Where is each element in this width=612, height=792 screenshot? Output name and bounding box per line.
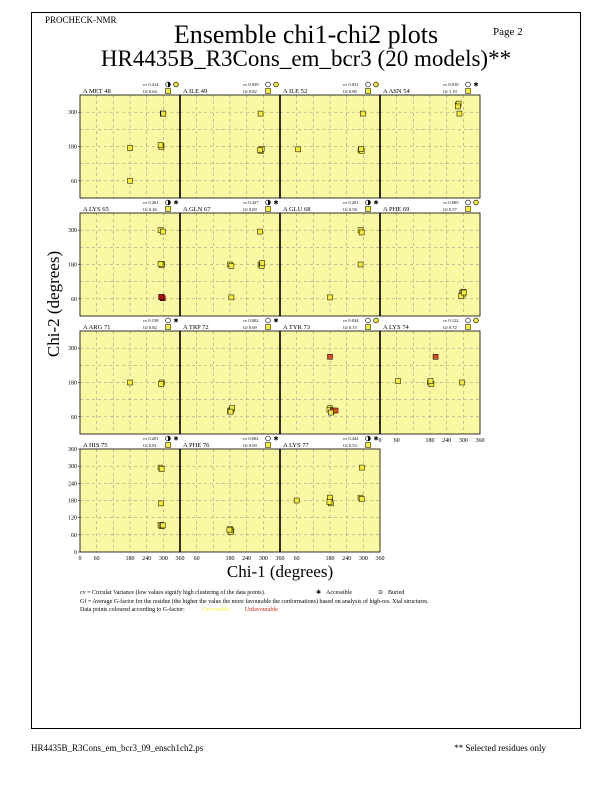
- gf-colour-swatch: [366, 207, 371, 212]
- residue-label: A MET 48: [83, 88, 111, 95]
- data-point: [159, 501, 164, 506]
- panel: [280, 82, 380, 198]
- y-tick-label: 120: [68, 515, 77, 522]
- x-tick-label: 240: [142, 556, 152, 562]
- data-point: [258, 111, 263, 116]
- residue-label: A ARG 71: [83, 324, 111, 331]
- y-tick-label: 60: [71, 178, 77, 185]
- gf-value: Gf 0.82: [243, 89, 257, 94]
- data-point: [160, 229, 165, 234]
- residue-label: A LYS 77: [283, 442, 309, 449]
- buried-icon: [474, 200, 479, 205]
- buried-icon: [374, 318, 379, 323]
- cv-icon: [166, 318, 171, 323]
- accessible-icon: ✱: [373, 200, 379, 207]
- buried-icon: [274, 82, 279, 87]
- data-point: [161, 111, 166, 116]
- cv-value: cv 0.039: [243, 82, 259, 87]
- residue-label: A LYS 74: [383, 324, 409, 331]
- panel: [180, 318, 280, 434]
- x-tick-label: 240: [442, 438, 452, 444]
- data-point: [159, 467, 164, 472]
- panel: [380, 82, 480, 198]
- y-tick-label: 60: [71, 414, 77, 421]
- x-tick-label: 180: [425, 438, 435, 444]
- panel: [280, 436, 380, 552]
- data-point: [160, 523, 165, 528]
- y-tick-label: 300: [68, 110, 77, 117]
- gf-colour-swatch: [266, 325, 271, 330]
- cv-value: cv 0.201: [343, 200, 359, 205]
- cv-icon: [366, 318, 371, 323]
- panel: [380, 200, 480, 316]
- buried-icon: ⊙: [378, 590, 384, 596]
- accessible-icon: ✱: [173, 200, 179, 207]
- x-tick-label: 360: [375, 556, 385, 562]
- panel: [180, 436, 280, 552]
- residue-label: A TYR 73: [283, 324, 310, 331]
- gf-colour-swatch: [266, 443, 271, 448]
- cv-value: cv 0.261: [143, 200, 159, 205]
- y-axis-title: Chi-2 (degrees): [44, 250, 63, 358]
- x-tick-label: 360: [475, 438, 485, 444]
- page-title: Ensemble chi1-chi2 plots: [173, 20, 439, 49]
- data-point: [128, 178, 133, 183]
- data-point: [328, 354, 333, 359]
- data-point: [228, 409, 233, 414]
- data-point: [328, 295, 333, 300]
- residue-label: A GLU 68: [283, 206, 311, 213]
- legend-row-colour: [80, 606, 540, 615]
- gf-value: Gf 0.64: [143, 89, 157, 94]
- accessible-icon: ✱: [373, 436, 379, 443]
- legend-cv-text: cv = Circular Variance (low values signify high clustering of the data points).: [80, 590, 266, 596]
- x-tick-label: 60: [193, 556, 200, 562]
- gf-colour-swatch: [366, 89, 371, 94]
- cv-icon: [366, 82, 371, 87]
- accessible-icon: ✱: [473, 82, 479, 89]
- gf-value: Gf 0.72: [443, 325, 457, 330]
- x-tick-label: 240: [242, 556, 252, 562]
- cv-icon: [466, 82, 471, 87]
- cv-value: cv 0.158: [143, 318, 159, 323]
- y-tick-label: 180: [68, 144, 77, 151]
- gf-value: Gf 0.81: [143, 443, 157, 448]
- x-tick-label: 180: [125, 556, 135, 562]
- footer-note: ** Selected residues only: [454, 743, 546, 753]
- data-point: [433, 354, 438, 359]
- gf-colour-swatch: [466, 207, 471, 212]
- gf-colour-swatch: [166, 89, 171, 94]
- legend-row-cv: [80, 589, 540, 598]
- gf-value: Gf 0.26: [143, 207, 157, 212]
- panel: [280, 200, 380, 316]
- y-tick-label: 180: [68, 380, 77, 387]
- x-tick-label: 360: [175, 556, 185, 562]
- residue-label: A ASN 54: [383, 88, 410, 95]
- x-tick-label: 300: [158, 556, 168, 562]
- legend-unfavourable: Unfavourable: [244, 607, 278, 613]
- cv-icon: [266, 436, 271, 441]
- y-tick-label: 60: [71, 532, 77, 539]
- data-point: [258, 147, 263, 152]
- gf-colour-swatch: [166, 443, 171, 448]
- data-point: [258, 229, 263, 234]
- gf-value: Gf 0.57: [443, 207, 457, 212]
- data-point: [359, 146, 364, 151]
- footer-filename: HR4435B_R3Cons_em_bcr3_09_ensch1ch2.ps: [31, 743, 204, 753]
- page-subtitle: HR4435B_R3Cons_em_bcr3 (20 models)**: [100, 46, 512, 71]
- y-tick-label: 360: [68, 447, 77, 453]
- accessible-icon: ✱: [173, 318, 179, 325]
- y-tick-label: 180: [68, 498, 77, 505]
- gf-value: Gf 0.69: [243, 325, 257, 330]
- gf-colour-swatch: [166, 325, 171, 330]
- panel: [180, 200, 280, 316]
- legend-buried: Buried: [388, 590, 405, 596]
- data-point: [396, 379, 401, 384]
- y-tick-label: 0: [74, 550, 77, 556]
- residue-label: A PHE 76: [183, 442, 210, 449]
- data-point: [128, 145, 133, 150]
- x-tick-label: 240: [342, 556, 352, 562]
- panel: [80, 82, 180, 198]
- cv-icon: [266, 318, 271, 323]
- buried-icon: [474, 318, 479, 323]
- cv-value: cv 0.122: [443, 318, 459, 323]
- y-tick-label: 180: [68, 262, 77, 269]
- y-tick-label: 240: [68, 481, 77, 488]
- data-point: [159, 294, 164, 299]
- data-point: [158, 261, 163, 266]
- data-point: [328, 410, 333, 415]
- data-point: [227, 527, 232, 532]
- x-tick-label: 0: [378, 438, 382, 444]
- x-tick-label: 360: [275, 556, 285, 562]
- data-point: [333, 408, 338, 413]
- residue-label: A LYS 65: [83, 206, 109, 213]
- legend-colour-text: Data points coloured according to G-factor:: [80, 607, 185, 613]
- gf-colour-swatch: [466, 89, 471, 94]
- data-point: [457, 111, 462, 116]
- accessible-icon: ✱: [316, 590, 322, 596]
- y-tick-label: 300: [68, 346, 77, 353]
- cv-value: cv 0.031: [343, 82, 359, 87]
- cv-icon: [466, 200, 471, 205]
- data-point: [360, 111, 365, 116]
- x-tick-label: 180: [225, 556, 235, 562]
- data-point: [358, 262, 363, 267]
- cv-value: cv 0.201: [143, 436, 159, 441]
- y-tick-label: 300: [68, 228, 77, 235]
- x-tick-label: 60: [93, 556, 100, 562]
- program-name: PROCHECK-NMR: [45, 15, 117, 25]
- accessible-icon: ✱: [173, 436, 179, 443]
- y-tick-label: 300: [68, 464, 77, 471]
- data-point: [229, 263, 234, 268]
- gf-value: Gf 1.19: [443, 89, 457, 94]
- data-point: [461, 290, 466, 295]
- panel: [80, 436, 180, 552]
- data-point: [159, 381, 164, 386]
- y-tick-label: 60: [71, 296, 77, 303]
- gf-value: Gf 0.15: [343, 325, 357, 330]
- panel: [180, 82, 280, 198]
- buried-icon: [374, 82, 379, 87]
- data-point: [327, 499, 332, 504]
- data-point: [459, 380, 464, 385]
- residue-label: A ILE 49: [183, 88, 208, 95]
- cv-value: cv 0.414: [143, 82, 159, 87]
- gf-value: Gf 0.69: [243, 207, 257, 212]
- data-point: [128, 380, 133, 385]
- page-number: Page 2: [493, 26, 523, 38]
- cv-value: cv 0.034: [343, 318, 359, 323]
- gf-colour-swatch: [166, 207, 171, 212]
- buried-icon: [174, 82, 179, 87]
- data-point: [428, 379, 433, 384]
- cv-value: cv 0.005: [443, 200, 459, 205]
- data-point: [158, 143, 163, 148]
- legend-accessible: Accessible: [326, 590, 352, 596]
- data-point: [359, 465, 364, 470]
- gf-colour-swatch: [366, 325, 371, 330]
- x-tick-label: 180: [325, 556, 335, 562]
- cv-icon: [466, 318, 471, 323]
- gf-colour-swatch: [266, 207, 271, 212]
- gf-value: Gf 0.69: [243, 443, 257, 448]
- x-tick-label: 60: [393, 438, 400, 444]
- gf-value: Gf 0.82: [143, 325, 157, 330]
- legend: [80, 589, 540, 615]
- cv-value: cv 0.444: [343, 436, 359, 441]
- x-axis-title: Chi-1 (degrees): [226, 562, 334, 581]
- data-point: [359, 497, 364, 502]
- panel: [280, 318, 380, 434]
- legend-row-gf: [80, 598, 540, 607]
- gf-colour-swatch: [266, 89, 271, 94]
- residue-label: A ILE 52: [283, 88, 308, 95]
- gf-colour-swatch: [366, 443, 371, 448]
- data-point: [359, 230, 364, 235]
- residue-label: A GLN 67: [183, 206, 211, 213]
- legend-favourable: Favourable: [202, 607, 230, 613]
- panel: [80, 200, 180, 316]
- data-point: [455, 104, 460, 109]
- gf-value: Gf 0.58: [343, 207, 357, 212]
- x-tick-label: 60: [293, 556, 300, 562]
- x-tick-label: 300: [458, 438, 468, 444]
- data-point: [294, 498, 299, 503]
- cv-icon: [266, 82, 271, 87]
- residue-label: A HIS 75: [83, 442, 108, 449]
- x-tick-label: 300: [358, 556, 368, 562]
- accessible-icon: ✱: [273, 318, 279, 325]
- gf-value: Gf 0.53: [343, 443, 357, 448]
- cv-value: cv 0.002: [243, 318, 259, 323]
- data-point: [260, 261, 265, 266]
- cv-value: cv 0.002: [243, 436, 259, 441]
- cv-value: cv 0.427: [243, 200, 259, 205]
- panel: [80, 318, 180, 434]
- residue-label: A PHE 69: [383, 206, 410, 213]
- panel: [380, 318, 480, 434]
- gf-colour-swatch: [466, 325, 471, 330]
- gf-value: Gf 0.80: [343, 89, 357, 94]
- residue-label: A TRP 72: [183, 324, 209, 331]
- cv-value: cv 0.010: [443, 82, 459, 87]
- legend-gf-text: Gf = Average G-factor for the residue (the higher the value the more favourable the conformations) based on analysis of high-res. Xtal structures.: [80, 598, 429, 605]
- data-point: [229, 295, 234, 300]
- x-tick-label: 0: [78, 556, 82, 562]
- accessible-icon: ✱: [273, 200, 279, 207]
- accessible-icon: ✱: [273, 436, 279, 443]
- data-point: [296, 147, 301, 152]
- x-tick-label: 300: [258, 556, 268, 562]
